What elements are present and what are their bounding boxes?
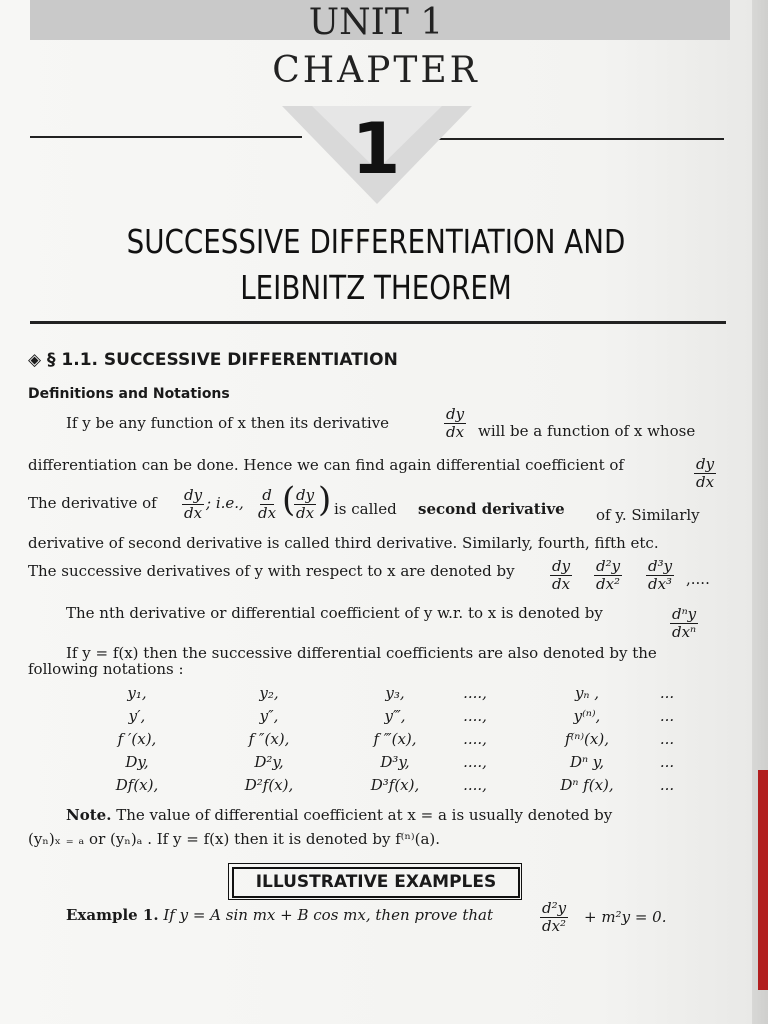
text-line: ; i.e., <box>206 494 244 512</box>
examples-heading: ILLUSTRATIVE EXAMPLES <box>232 867 520 898</box>
fraction <box>550 558 572 593</box>
subheading: Definitions and Notations <box>28 386 230 402</box>
fraction-numerator: d²y <box>542 899 567 917</box>
fraction-numerator: d²y <box>596 557 621 575</box>
fraction-numerator: dy <box>446 405 465 423</box>
fraction <box>540 900 568 935</box>
note-line1 <box>28 806 612 824</box>
notation-cell: D²f(x), <box>244 776 294 794</box>
notation-row <box>30 776 710 799</box>
fraction <box>694 456 716 491</box>
fraction-denominator: dxⁿ <box>672 623 697 641</box>
fraction-denominator: dx² <box>596 575 621 593</box>
fraction-denominator: dx <box>446 423 465 441</box>
fraction-denominator: dx <box>184 504 203 522</box>
fraction <box>646 558 674 593</box>
notation-cell: yₙ , <box>574 684 600 702</box>
notation-cell: ... <box>659 753 675 771</box>
text-line: The successive derivatives of y with respect to x are denoted by <box>28 562 515 580</box>
text-line: If y = f(x) then the successive differential coefficients are also denoted by the <box>66 644 657 662</box>
fraction-numerator: dy <box>696 455 715 473</box>
notation-cell: ...., <box>463 753 487 771</box>
fraction <box>670 606 698 641</box>
fraction-numerator: dy <box>552 557 571 575</box>
notation-cell: y⁽ⁿ⁾, <box>573 707 601 725</box>
notation-cell: D³f(x), <box>370 776 420 794</box>
text-line: of y. Similarly <box>596 506 700 524</box>
note-text: The value of differential coefficient at x = a is usually denoted by <box>116 806 613 824</box>
chapter-title-line1: SUCCESSIVE DIFFERENTIATION AND <box>126 222 626 261</box>
notation-cell: ... <box>659 684 675 702</box>
notation-cell: f⁽ⁿ⁾(x), <box>565 730 609 748</box>
notation-row <box>30 684 710 707</box>
notation-cell: Df(x), <box>115 776 159 794</box>
notation-cell: f ‴(x), <box>373 730 417 748</box>
notation-cell: y₁, <box>127 684 147 702</box>
notation-cell: D²y, <box>254 753 284 771</box>
text-line: will be a function of x whose <box>478 422 696 440</box>
example-label: Example 1. <box>66 906 159 924</box>
text-line: The nth derivative or differential coefficient of y w.r. to x is denoted by <box>66 604 603 622</box>
fraction-denominator: dx² <box>542 917 567 935</box>
notation-cell: ... <box>659 730 675 748</box>
notation-table <box>30 684 710 799</box>
bold-term: second derivative <box>418 500 565 518</box>
notation-cell: y″, <box>259 707 279 725</box>
notation-cell: Dⁿ y, <box>569 753 605 771</box>
text-line: derivative of second derivative is called third derivative. Similarly, fourth, fifth etc. <box>28 534 659 552</box>
fraction <box>444 406 466 441</box>
note-line2: (yₙ)ₓ ₌ ₐ or (yₙ)ₐ . If y = f(x) then it is denoted by f⁽ⁿ⁾(a). <box>28 830 441 848</box>
chapter-label: CHAPTER <box>272 50 480 91</box>
title-divider <box>30 321 726 324</box>
notation-row <box>30 730 710 753</box>
fraction-denominator: dx <box>296 504 315 522</box>
notation-row <box>30 707 710 730</box>
fraction <box>594 558 622 593</box>
chapter-title-line2: LEIBNITZ THEOREM <box>240 268 512 307</box>
fraction-denominator: dx³ <box>648 575 673 593</box>
notation-cell: ...., <box>463 776 487 794</box>
notation-cell: Dy, <box>125 753 149 771</box>
paren-open: ( <box>282 480 296 520</box>
chapter-number: 1 <box>351 108 401 190</box>
ellipsis: ,.... <box>686 570 710 588</box>
notation-cell: y₃, <box>385 684 405 702</box>
fraction-numerator: d <box>262 486 272 504</box>
notation-cell: D³y, <box>380 753 410 771</box>
text-line: differentiation can be done. Hence we can find again differential coefficient of <box>28 456 624 474</box>
text-line: The derivative of <box>28 494 157 512</box>
fraction-numerator: dy <box>296 486 315 504</box>
notation-cell: ...., <box>463 707 487 725</box>
notation-cell: y‴, <box>384 707 406 725</box>
notation-cell: f ″(x), <box>248 730 290 748</box>
book-cover-edge <box>758 770 768 990</box>
text-line: If y be any function of x then its derivative <box>66 414 390 432</box>
notation-cell: f ′(x), <box>117 730 157 748</box>
notation-row <box>30 753 710 776</box>
notation-cell: ... <box>659 707 675 725</box>
notation-cell: y₂, <box>259 684 279 702</box>
fraction <box>258 487 276 522</box>
notation-cell: ... <box>659 776 675 794</box>
paren-close: ) <box>318 480 332 520</box>
example-text: If y = A sin mx + B cos mx, then prove that <box>163 906 493 924</box>
fraction-denominator: dx <box>552 575 571 593</box>
fraction <box>294 487 316 522</box>
example-1 <box>66 906 493 924</box>
unit-label: UNIT 1 <box>308 2 444 43</box>
notation-cell: y′, <box>128 707 146 725</box>
text-line: following notations : <box>28 660 184 678</box>
fraction-numerator: dy <box>184 486 203 504</box>
example-tail: + m²y = 0. <box>584 908 667 926</box>
notation-cell: ...., <box>463 730 487 748</box>
fraction-denominator: dx <box>258 504 277 522</box>
section-heading: ◈ § 1.1. SUCCESSIVE DIFFERENTIATION <box>28 350 398 370</box>
fraction <box>182 487 204 522</box>
notation-cell: ...., <box>463 684 487 702</box>
note-label: Note. <box>66 806 112 824</box>
fraction-numerator: dⁿy <box>672 605 697 623</box>
notation-cell: Dⁿ f(x), <box>560 776 614 794</box>
text-line: is called <box>334 500 397 518</box>
fraction-numerator: d³y <box>648 557 673 575</box>
fraction-denominator: dx <box>696 473 715 491</box>
